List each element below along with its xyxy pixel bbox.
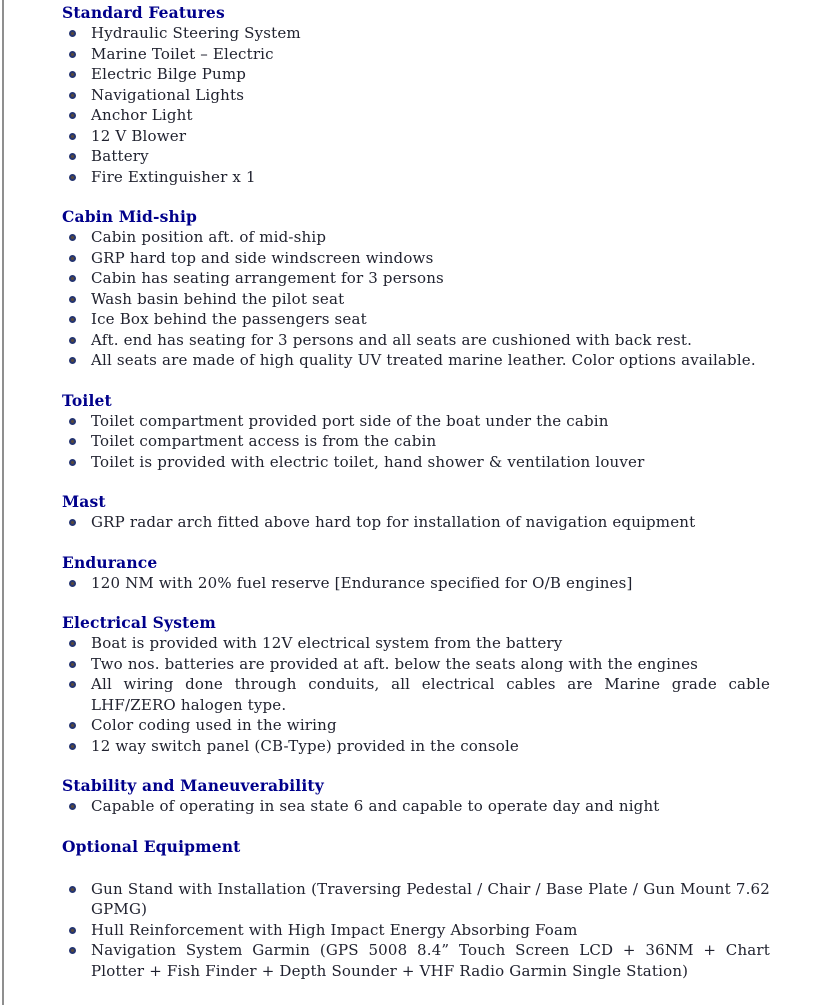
- bullet-icon: [69, 803, 76, 810]
- bullet-icon: [69, 51, 76, 58]
- list-item: [62, 674, 770, 715]
- list-item: [62, 227, 770, 248]
- section-list: [62, 879, 770, 982]
- list-item-text: Battery: [91, 147, 149, 165]
- list-item: [62, 633, 770, 654]
- section-heading: Endurance: [62, 552, 158, 572]
- bullet-icon: [69, 337, 76, 344]
- list-item: [62, 654, 770, 675]
- section-heading: Toilet: [62, 390, 112, 410]
- bullet-icon: [69, 316, 76, 323]
- list-item-text: All wiring done through conduits, all electrical cables are Marine grade cable LHF/ZERO halogen type.: [91, 675, 770, 714]
- list-item-text: Hull Reinforcement with High Impact Energy Absorbing Foam: [91, 920, 578, 939]
- bullet-icon: [69, 947, 76, 954]
- list-item-text: Marine Toilet – Electric: [91, 44, 274, 63]
- list-item-text: Aft. end has seating for 3 persons and all seats are cushioned with back rest.: [91, 330, 693, 349]
- section-heading: Mast: [62, 492, 106, 511]
- document-section: [62, 491, 770, 533]
- bullet-icon: [69, 519, 76, 526]
- document-section: [62, 836, 770, 982]
- list-item: [62, 248, 770, 269]
- bullet-icon: [69, 661, 76, 668]
- bullet-icon: [69, 112, 76, 119]
- bullet-icon: [69, 133, 76, 140]
- list-item: [62, 146, 770, 167]
- section-list: [62, 411, 770, 473]
- list-item: [62, 289, 770, 310]
- section-list: [62, 633, 770, 756]
- list-item-text: Capable of operating in sea state 6 and capable to operate day and night: [91, 797, 660, 815]
- list-item-text: Cabin has seating arrangement for 3 persons: [91, 269, 444, 287]
- section-list: [62, 512, 770, 533]
- bullet-icon: [69, 275, 76, 282]
- list-item: [62, 105, 770, 126]
- list-item-text: All seats are made of high quality UV treated marine leather. Color options available.: [91, 351, 756, 369]
- list-item-text: Ice Box behind the passengers seat: [91, 310, 367, 328]
- document-section: [62, 2, 770, 187]
- bullet-icon: [69, 255, 76, 262]
- document-section: [62, 206, 770, 371]
- list-item-text: Hydraulic Steering System: [91, 24, 301, 42]
- bullet-icon: [69, 357, 76, 364]
- list-item-text: Color coding used in the wiring: [91, 716, 337, 734]
- bullet-icon: [69, 886, 76, 893]
- section-heading: Cabin Mid-ship: [62, 207, 197, 226]
- list-item-text: Navigational Lights: [91, 85, 245, 104]
- section-list: [62, 796, 770, 817]
- bullet-icon: [69, 71, 76, 78]
- list-item-text: 12 way switch panel (CB-Type) provided in the console: [91, 736, 519, 755]
- bullet-icon: [69, 296, 76, 303]
- document-section: [62, 552, 770, 594]
- list-item: [62, 431, 770, 452]
- list-item-text: Gun Stand with Installation (Traversing Pedestal / Chair / Base Plate / Gun Mount 7.62 GPMG): [91, 879, 770, 918]
- bullet-icon: [69, 743, 76, 750]
- list-item-text: Navigation System Garmin (GPS 5008 8.4” Touch Screen LCD + 36NM + Chart Plotter + Fish Finder + Depth Sounder + VHF Radio Garmin Single Station): [91, 941, 770, 980]
- section-list: [62, 227, 770, 371]
- list-item: [62, 736, 770, 757]
- list-item-text: 12 V Blower: [91, 126, 187, 145]
- list-item: [62, 452, 770, 473]
- list-item: [62, 573, 770, 594]
- list-item-text: Fire Extinguisher x 1: [91, 167, 256, 186]
- list-item: [62, 309, 770, 330]
- bullet-icon: [69, 459, 76, 466]
- bullet-icon: [69, 153, 76, 160]
- list-item: [62, 350, 770, 371]
- list-item: [62, 940, 770, 981]
- list-item: [62, 23, 770, 44]
- list-item: [62, 64, 770, 85]
- bullet-icon: [69, 640, 76, 647]
- list-item-text: GRP radar arch fitted above hard top for installation of navigation equipment: [91, 513, 696, 531]
- list-item-text: Two nos. batteries are provided at aft. below the seats along with the engines: [91, 654, 699, 673]
- bullet-icon: [69, 681, 76, 688]
- section-heading: Standard Features: [62, 3, 225, 22]
- list-item: [62, 796, 770, 817]
- section-heading: Optional Equipment: [62, 836, 241, 856]
- list-item: [62, 879, 770, 920]
- bullet-icon: [69, 174, 76, 181]
- document-section: [62, 775, 770, 817]
- list-item-text: Wash basin behind the pilot seat: [91, 289, 345, 308]
- list-item-text: 120 NM with 20% fuel reserve [Endurance specified for O/B engines]: [91, 573, 633, 592]
- list-item-text: Toilet compartment access is from the cabin: [91, 432, 437, 450]
- bullet-icon: [69, 438, 76, 445]
- section-list: [62, 573, 770, 594]
- list-item-text: Toilet is provided with electric toilet, hand shower & ventilation louver: [91, 452, 645, 471]
- list-item-text: Toilet compartment provided port side of the boat under the cabin: [91, 411, 609, 430]
- list-item: [62, 44, 770, 65]
- list-item: [62, 411, 770, 432]
- document-section: [62, 612, 770, 756]
- bullet-icon: [69, 92, 76, 99]
- bullet-icon: [69, 30, 76, 37]
- section-heading: Stability and Maneuverability: [62, 776, 324, 795]
- bullet-icon: [69, 927, 76, 934]
- list-item: [62, 330, 770, 351]
- list-item: [62, 167, 770, 188]
- list-item: [62, 126, 770, 147]
- list-item: [62, 268, 770, 289]
- page-left-border: [2, 0, 4, 1005]
- list-item: [62, 920, 770, 941]
- list-item-text: Anchor Light: [91, 106, 193, 124]
- list-item: [62, 715, 770, 736]
- list-item-text: Cabin position aft. of mid-ship: [91, 228, 327, 246]
- list-item-text: Boat is provided with 12V electrical system from the battery: [91, 634, 563, 652]
- list-item: [62, 512, 770, 533]
- section-heading: Electrical System: [62, 613, 216, 632]
- list-item-text: Electric Bilge Pump: [91, 65, 247, 83]
- bullet-icon: [69, 722, 76, 729]
- bullet-icon: [69, 580, 76, 587]
- section-list: [62, 23, 770, 187]
- bullet-icon: [69, 234, 76, 241]
- list-item-text: GRP hard top and side windscreen windows: [91, 248, 434, 267]
- document-section: [62, 390, 770, 473]
- bullet-icon: [69, 418, 76, 425]
- list-item: [62, 85, 770, 106]
